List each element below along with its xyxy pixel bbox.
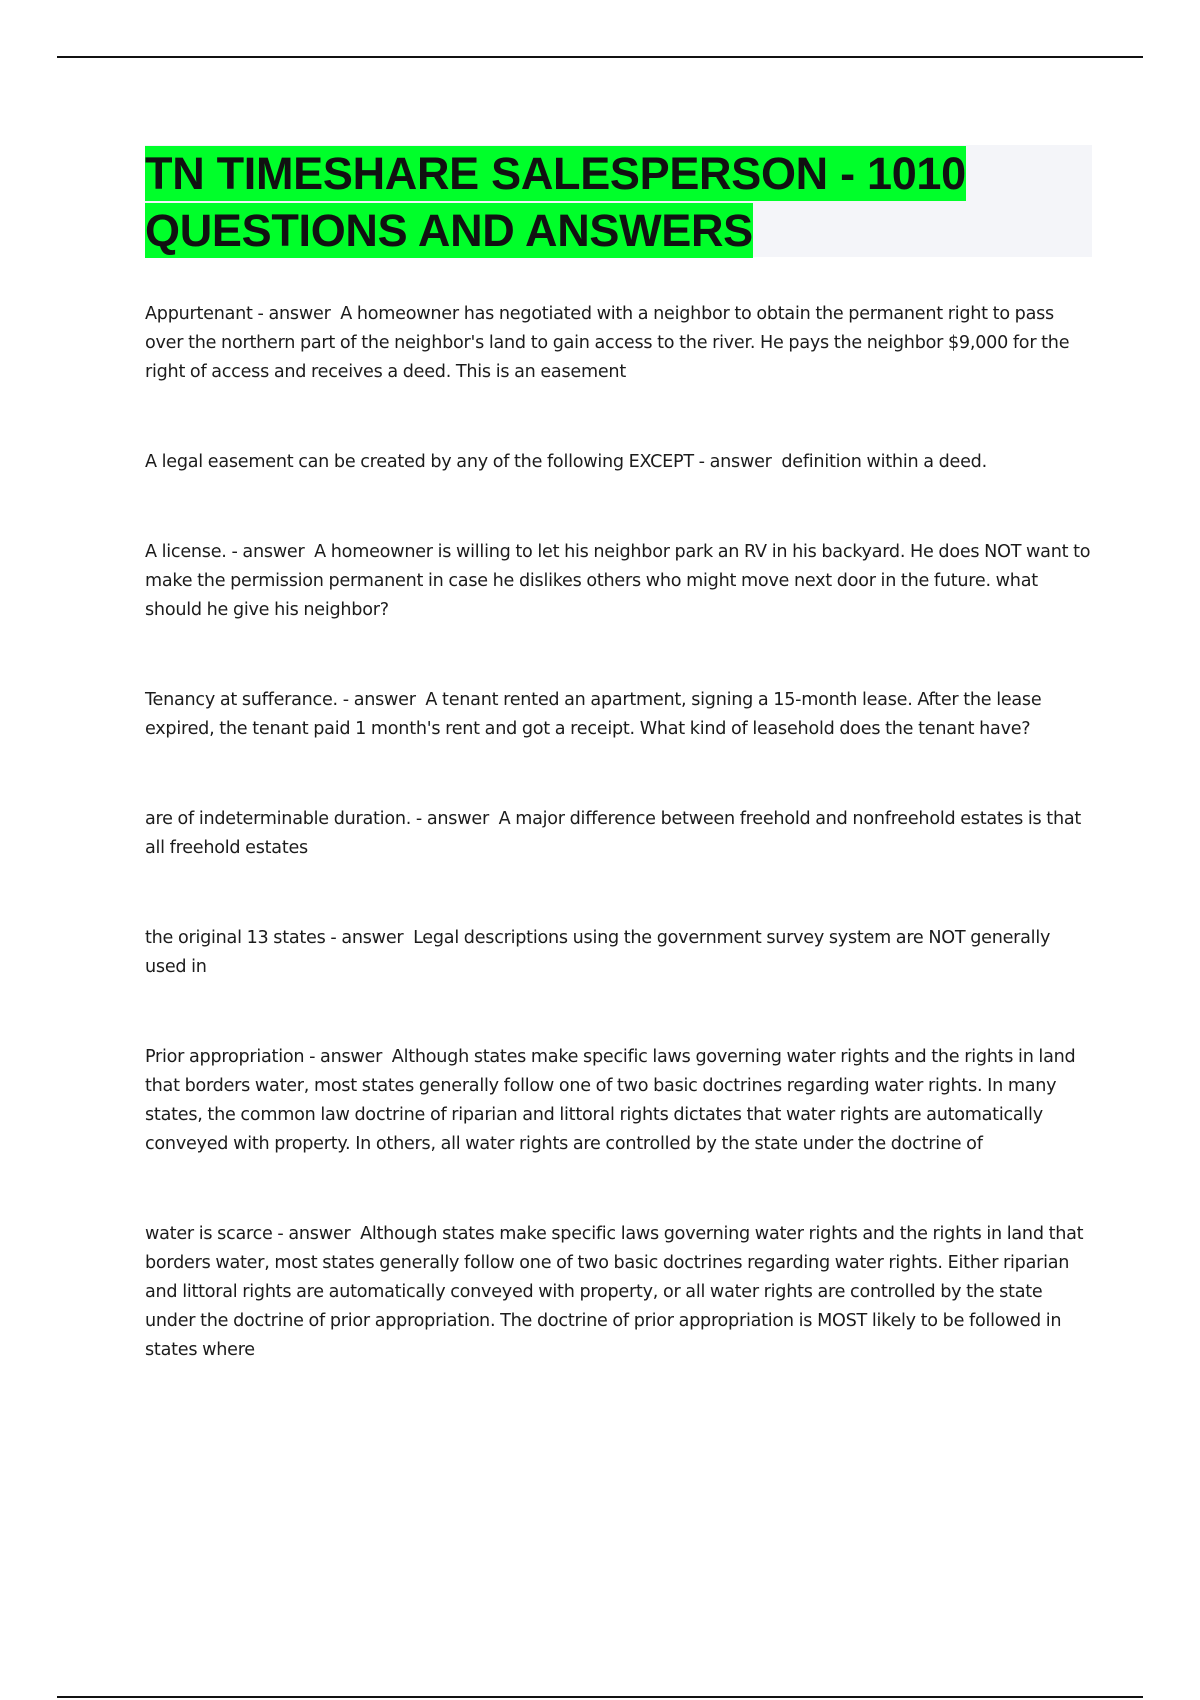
qa-item (145, 686, 1095, 744)
qa-separator: - answer (272, 1224, 361, 1244)
document-title (145, 145, 1092, 259)
title-block (145, 145, 1092, 257)
qa-question: A tenant rented an apartment, signing a 15-month lease. After the lease expired, the tenant paid 1 month's rent and got a receipt. What kind of leasehold does the tenant have? (145, 690, 1042, 739)
qa-answer: Appurtenant (145, 304, 253, 324)
title-line-2: QUESTIONS AND ANSWERS (145, 205, 753, 256)
bottom-rule (57, 1696, 1143, 1698)
title-line-1: TN TIMESHARE SALESPERSON - 1010 (145, 148, 966, 199)
qa-item (145, 448, 1095, 477)
qa-answer: the original 13 states (145, 928, 326, 948)
qa-answer: Tenancy at sufferance. (145, 690, 338, 710)
qa-separator: - answer (304, 1047, 392, 1067)
qa-answer: water is scarce (145, 1224, 273, 1244)
qa-answer: A legal easement can be created by any of the following EXCEPT (145, 452, 694, 472)
qa-question: Legal descriptions using the government survey system are NOT generally used in (145, 928, 1051, 977)
qa-question: Although states make specific laws governing water rights and the rights in land that borders water, most states generally follow one of two basic doctrines regarding water rights. In many states, the common law doctrine of riparian and littoral rights dictates that water rights are automatically conveyed with property. In others, all water rights are controlled by the state under the doctrine of (145, 1047, 1076, 1154)
qa-separator: - answer (693, 452, 782, 472)
qa-question: definition within a deed. (781, 452, 987, 472)
qa-answer: Prior appropriation (145, 1047, 305, 1067)
qa-item (145, 1220, 1095, 1365)
qa-answer: A license. (145, 542, 227, 562)
qa-item (145, 300, 1095, 387)
qa-answer: are of indeterminable duration. (145, 809, 412, 829)
qa-item (145, 1043, 1095, 1159)
qa-item (145, 924, 1095, 982)
qa-separator: - answer (325, 928, 414, 948)
qa-separator: - answer (337, 690, 426, 710)
qa-list (145, 300, 1095, 1365)
qa-item (145, 805, 1095, 863)
qa-question: Although states make specific laws governing water rights and the rights in land that borders water, most states generally follow one of two basic doctrines regarding water rights. Either riparian and littoral rights are automatically conveyed with property, or all water rights are controlled by the state under the doctrine of prior appropriation. The doctrine of prior appropriation is MOST likely to be followed in states where (145, 1224, 1084, 1360)
qa-question: A major difference between freehold and nonfreehold estates is that all freehold estates (145, 809, 1082, 858)
qa-question: A homeowner has negotiated with a neighbor to obtain the permanent right to pass over the northern part of the neighbor's land to gain access to the river. He pays the neighbor $9,000 for the right of access and receives a deed. This is an easement (145, 304, 1070, 382)
qa-separator: - answer (252, 304, 341, 324)
qa-question: A homeowner is willing to let his neighbor park an RV in his backyard. He does NOT want to make the permission permanent in case he dislikes others who might move next door in the future. what should he give his neighbor? (145, 542, 1091, 620)
qa-separator: - answer (226, 542, 315, 562)
qa-item (145, 538, 1095, 625)
qa-separator: - answer (411, 809, 499, 829)
top-rule (57, 56, 1143, 58)
